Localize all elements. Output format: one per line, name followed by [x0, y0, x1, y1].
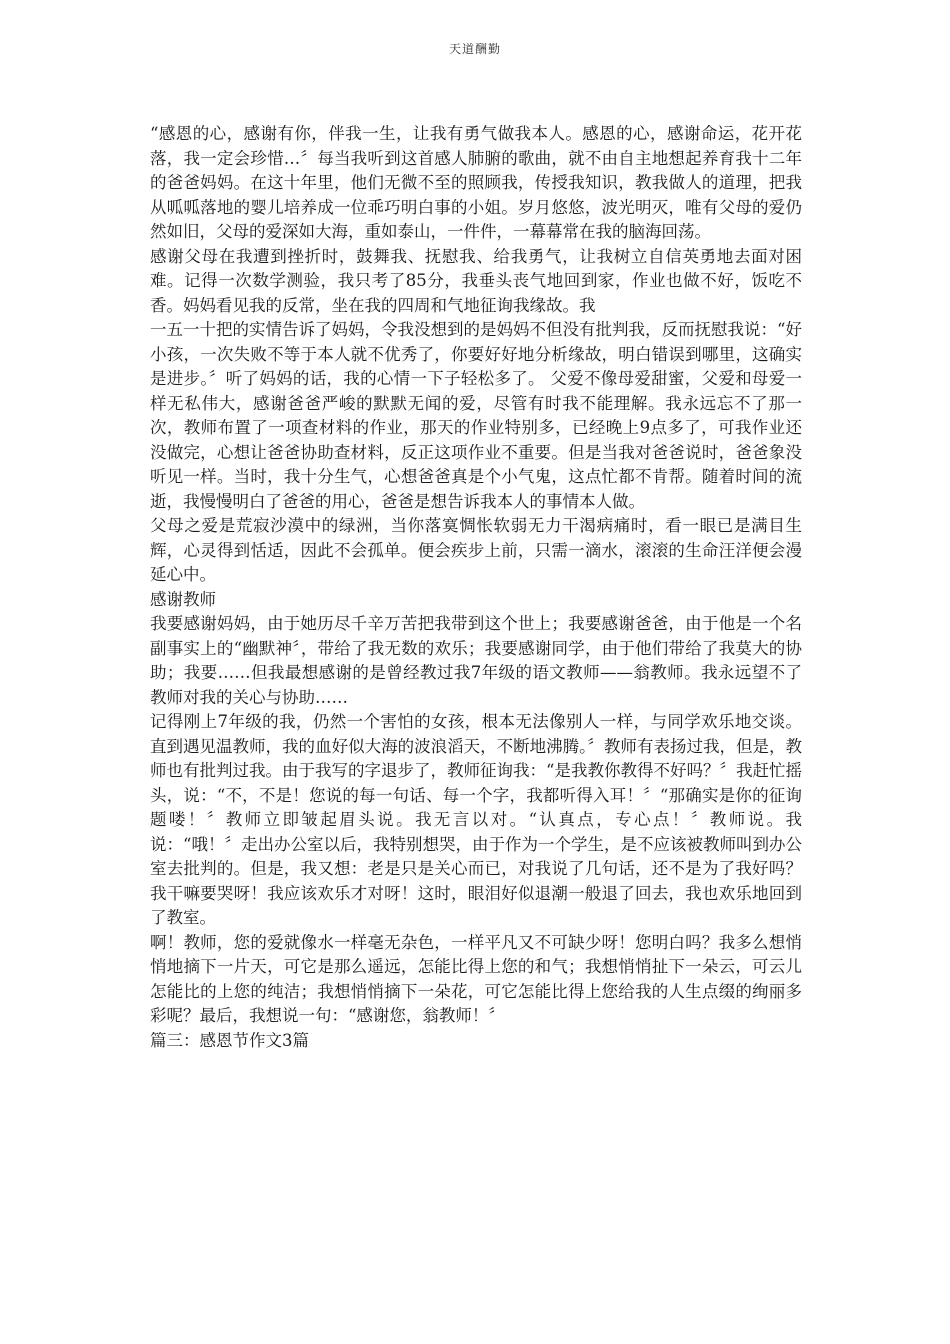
document-body: [150, 122, 802, 1053]
paragraph-grade-seven: 记得刚上7年级的我，仍然一个害怕的女孩，根本无法像别人一样，与同学欢乐地交谈。直到遇见温教师，我的血好似大海的波浪滔天，不断地沸腾。〞教师有表扬过我，但是，教师也有批判过我。由于我写的字退步了，教师征询我：“是我教你教得不好吗？〞我赶忙摇头，说：“不，不是！您说的每一句话、每一个字，我都听得入耳！〞“那确实是你的征询题喽！〞教师立即皱起眉头说。我无言以对。“认真点，专心点！〞教师说。我说：“哦！〞走出办公室以后，我特别想哭，由于作为一个学生，是不应该被教师叫到办公室去批判的。但是，我又想：老是只是关心而已，对我说了几句话，还不是为了我好吗？我干嘛要哭呀！我应该欢乐才对呀！这时，眼泪好似退潮一般退了回去，我也欢乐地回到了教室。: [150, 712, 802, 927]
page-header: 天道酬勤: [448, 42, 501, 56]
section-heading-thank-teacher: 感谢教师: [150, 589, 216, 609]
paragraph-teacher-love: 啊！教师，您的爱就像水一样毫无杂色，一样平凡又不可缺少呀！您明白吗？我多么想悄悄地摘下一片天，可它是那么遥远，怎能比得上您的和气；我想悄悄扯下一朵云，可云儿怎能比的上您的纯洁；我想悄悄摘下一朵花，可它怎能比得上您给我的人生点缀的绚丽多彩呢？最后，我想说一句：“感谢您，翁教师！〞: [150, 932, 802, 1025]
paragraph-gratitude-song: “感恩的心，感谢有你，伴我一生，让我有勇气做我本人。感恩的心，感谢命运，花开花落，我一定会珍惜…〞每当我听到这首感人肺腑的歌曲，就不由自主地想起养育我十二年的爸爸妈妈。在这十年里，他们无微不至的照顾我，传授我知识，教我做人的道理，把我从呱呱落地的婴儿培养成一位乖巧明白事的小姐。岁月悠悠，波光明灭，唯有父母的爱仍然如旧，父母的爱深如大海，重如泰山，一件件，一幕幕常在我的脑海回荡。: [150, 124, 802, 241]
paragraph-mother-comfort: 一五一十把的实情告诉了妈妈，令我没想到的是妈妈不但没有批判我，反而抚慰我说：“好小孩，一次失败不等于本人就不优秀了，你要好好地分析缘故，明白错误到哪里，这确实是进步。〞听了妈妈的话，我的心情一下子轻松多了。 父爱不像母爱甜蜜，父爱和母爱一样无私伟大，感谢爸爸严峻的默默无闻的爱，尽管有时我不能理解。我永远忘不了那一次，教师布置了一项查材料的作业，那天的作业特别多，已经晚上9点多了，可我作业还没做完，心想让爸爸协助查材料，反正这项作业不重要。但是当我对爸爸说时，爸爸象没听见一样。当时，我十分生气，心想爸爸真是个小气鬼，这点忙都不肯帮。随着时间的流逝，我慢慢明白了爸爸的用心，爸爸是想告诉我本人的事情本人做。: [150, 320, 802, 511]
paragraph-thank-everyone: 我要感谢妈妈，由于她历尽千辛万苦把我带到这个世上；我要感谢爸爸，由于他是一个名副事实上的“幽默神〞，带给了我无数的欢乐；我要感谢同学，由于他们带给了我莫大的协助；我要……但我最想感谢的是曾经教过我7年级的语文教师——翁教师。我永远望不了教师对我的关心与协助……: [150, 614, 802, 707]
paragraph-parents-love: 父母之爱是荒寂沙漠中的绿洲，当你落寞惆怅软弱无力干渴病痛时，看一眼已是满目生辉，心灵得到恬适，因此不会孤单。便会疾步上前，只需一滴水，滚滚的生命汪洋便会漫延心中。: [150, 516, 802, 584]
section-heading-part-three: 篇三：感恩节作文3篇: [150, 1030, 309, 1050]
paragraph-thank-parents: 感谢父母在我遭到挫折时，鼓舞我、抚慰我、给我勇气，让我树立自信英勇地去面对困难。记得一次数学测验，我只考了85分，我垂头丧气地回到家，作业也做不好，饭吃不香。妈妈看见我的反常，坐在我的四周和气地征询我缘故。我: [150, 246, 802, 315]
